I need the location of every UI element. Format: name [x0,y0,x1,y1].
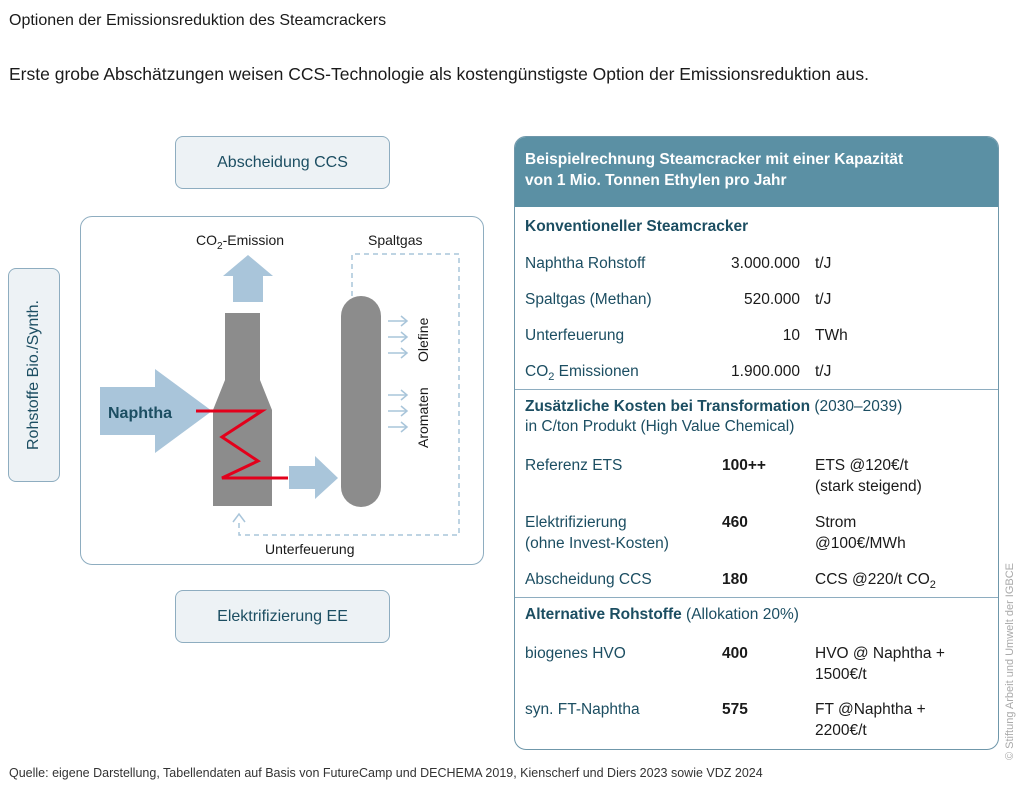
naphtha-label: Naphtha [108,405,172,422]
row-naphtha-unit: t/J [815,255,832,272]
separation-column [341,296,381,507]
olefine-output-arrows [388,316,407,358]
row-ccs-note: CCS @220/t $CO_2$ [815,571,936,592]
row-unterfeuerung-unit: TWh [815,327,848,344]
row-elektrifizierung-note: Strom @100€/MWh [815,514,906,552]
row-elektrifizierung-value: 460 [722,514,748,531]
page-subtitle: Erste grobe Abschätzungen weisen CCS-Technologie als kostengünstigste Option der Emissionsreduktion aus. [9,64,869,84]
row-ets-label: Referenz ETS [525,457,623,474]
section-conventional-title: Konventioneller Steamcracker [525,218,749,235]
option-ee-label: Elektrifizierung EE [217,607,348,625]
row-ets-value: 100++ [722,457,766,474]
unterfeuerung-label: Unterfeuerung [265,541,355,557]
card-header-line1: Beispielrechnung Steamcracker mit einer Kapazität [525,151,904,168]
section-alternative-title: Alternative Rohstoffe (Allokation 20%) [525,606,799,623]
row-elektrifizierung-label: Elektrifizierung (ohne Invest-Kosten) [525,514,669,552]
product-flow-arrow [289,456,338,499]
row-ft-label: syn. FT-Naphtha [525,701,640,718]
section-transformation-title: Zusätzliche Kosten bei Transformation (2030–2039) in C/ton Produkt (High Value Chemical) [525,398,903,435]
co2-emission-arrow [223,255,273,302]
row-hvo-value: 400 [722,645,748,662]
row-hvo-note: HVO @ Naphtha + 1500€/t [815,645,945,683]
row-ft-note: FT @Naphtha + 2200€/t [815,701,926,739]
card-header-line2: von 1 Mio. Tonnen Ethylen pro Jahr [525,172,787,189]
row-unterfeuerung-label: Unterfeuerung [525,327,625,344]
row-ccs-label: Abscheidung CCS [525,571,652,588]
row-naphtha-label: Naphtha Rohstoff [525,255,646,272]
spaltgas-label: Spaltgas [368,232,423,248]
unterfeuerung-arrow-head [233,514,245,522]
row-ft-value: 575 [722,701,748,718]
option-bio-label: Rohstoffe Bio./Synth. [25,299,43,451]
row-spaltgas-unit: t/J [815,291,832,308]
aromaten-label: Aromaten [415,387,431,448]
row-unterfeuerung-value: 10 [782,327,800,344]
row-ets-note: ETS @120€/t (stark steigend) [815,457,922,495]
row-co2-label: $CO_2$ Emissionen [525,363,639,384]
row-spaltgas-label: Spaltgas (Methan) [525,291,652,308]
card-header [515,137,998,207]
calculation-card [514,136,999,750]
aromaten-output-arrows [388,390,407,432]
co2-emission-label: $CO_2$-Emission [196,232,285,252]
divider-1 [515,389,998,390]
option-ccs-label: Abscheidung CCS [217,153,348,171]
row-co2-value: 1.900.000 [731,363,800,380]
copyright-note: © Stiftung Arbeit und Umwelt der IGBCE [1004,562,1016,760]
divider-2 [515,597,998,598]
row-hvo-label: biogenes HVO [525,645,626,662]
row-spaltgas-value: 520.000 [743,291,800,308]
source-note: Quelle: eigene Darstellung, Tabellendaten auf Basis von FutureCamp und DECHEMA 2019, Kienscherf und Diers 2023 sowie VDZ 2024 [9,766,763,780]
row-naphtha-value: 3.000.000 [731,255,800,272]
olefine-label: Olefine [415,317,431,362]
row-ccs-value: 180 [722,571,748,588]
page-title: Optionen der Emissionsreduktion des Steamcrackers [9,12,387,29]
row-co2-unit: t/J [815,363,832,380]
